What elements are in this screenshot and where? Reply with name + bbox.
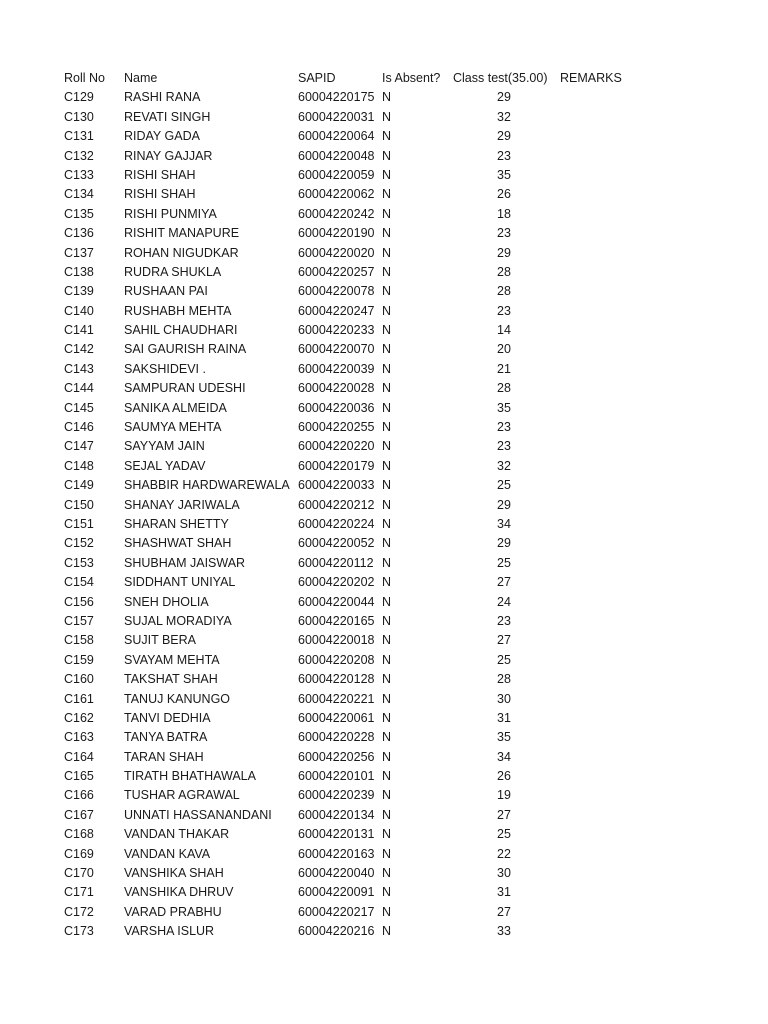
is-absent-cell: N — [382, 827, 392, 842]
class-test-cell: 23 — [497, 613, 511, 628]
table-row — [64, 786, 704, 805]
roll-no-cell: C171 — [64, 885, 94, 900]
is-absent-cell: N — [382, 924, 392, 939]
name-cell: TIRATH BHATHAWALA — [124, 769, 256, 784]
class-test-cell: 28 — [497, 381, 511, 396]
class-test-cell: 25 — [497, 555, 511, 570]
sapid-cell: 60004220062 — [298, 187, 375, 202]
class-test-cell: 35 — [497, 730, 511, 745]
name-cell: SAUMYA MEHTA — [124, 420, 222, 435]
table-row — [64, 224, 704, 243]
roll-no-cell: C168 — [64, 827, 94, 842]
table-row — [64, 263, 704, 282]
sapid-cell: 60004220224 — [298, 516, 375, 531]
is-absent-cell: N — [382, 323, 392, 338]
table-row — [64, 806, 704, 825]
sapid-cell: 60004220257 — [298, 264, 375, 279]
table-row — [64, 728, 704, 747]
roll-no-cell: C143 — [64, 361, 94, 376]
table-row — [64, 360, 704, 379]
is-absent-cell: N — [382, 672, 392, 687]
roll-no-cell: C134 — [64, 187, 94, 202]
table-row — [64, 476, 704, 495]
is-absent-cell: N — [382, 245, 392, 260]
table-row — [64, 748, 704, 767]
header-remarks: REMARKS — [560, 71, 622, 85]
roll-no-cell: C135 — [64, 206, 94, 221]
name-cell: RISHIT MANAPURE — [124, 226, 240, 241]
sapid-cell: 60004220165 — [298, 613, 375, 628]
table-row — [64, 166, 704, 185]
marks-sheet — [64, 69, 704, 942]
is-absent-cell: N — [382, 846, 392, 861]
is-absent-cell: N — [382, 439, 392, 454]
sapid-cell: 60004220128 — [298, 672, 375, 687]
header-name: Name — [124, 71, 158, 85]
class-test-cell: 27 — [497, 904, 511, 919]
name-cell: SHARAN SHETTY — [124, 516, 229, 531]
sapid-cell: 60004220059 — [298, 167, 375, 182]
name-cell: SVAYAM MEHTA — [124, 652, 220, 667]
roll-no-cell: C156 — [64, 594, 94, 609]
name-cell: UNNATI HASSANANDANI — [124, 807, 272, 822]
class-test-cell: 29 — [497, 90, 511, 105]
name-cell: RINAY GAJJAR — [124, 148, 213, 163]
roll-no-cell: C151 — [64, 516, 94, 531]
is-absent-cell: N — [382, 420, 392, 435]
roll-no-cell: C159 — [64, 652, 94, 667]
roll-no-cell: C138 — [64, 264, 94, 279]
class-test-cell: 26 — [497, 769, 511, 784]
class-test-cell: 35 — [497, 167, 511, 182]
name-cell: VANDAN THAKAR — [124, 827, 230, 842]
class-test-cell: 23 — [497, 420, 511, 435]
table-row — [64, 767, 704, 786]
roll-no-cell: C153 — [64, 555, 94, 570]
name-cell: SIDDHANT UNIYAL — [124, 575, 236, 590]
roll-no-cell: C166 — [64, 788, 94, 803]
class-test-cell: 27 — [497, 633, 511, 648]
table-row — [64, 302, 704, 321]
class-test-cell: 23 — [497, 303, 511, 318]
table-row — [64, 903, 704, 922]
table-row — [64, 883, 704, 902]
is-absent-cell: N — [382, 652, 392, 667]
sapid-cell: 60004220112 — [298, 555, 374, 570]
sapid-cell: 60004220028 — [298, 381, 375, 396]
roll-no-cell: C133 — [64, 167, 94, 182]
name-cell: VANDAN KAVA — [124, 846, 211, 861]
sapid-cell: 60004220131 — [298, 827, 375, 842]
roll-no-cell: C152 — [64, 536, 94, 551]
class-test-cell: 28 — [497, 284, 511, 299]
table-row — [64, 340, 704, 359]
name-cell: SHANAY JARIWALA — [124, 497, 240, 512]
table-body — [64, 88, 704, 941]
sapid-cell: 60004220216 — [298, 924, 375, 939]
class-test-cell: 30 — [497, 691, 511, 706]
header-class-test: Class test(35.00) — [453, 71, 548, 85]
class-test-cell: 26 — [497, 187, 511, 202]
name-cell: SAMPURAN UDESHI — [124, 381, 246, 396]
roll-no-cell: C139 — [64, 284, 94, 299]
is-absent-cell: N — [382, 788, 392, 803]
table-row — [64, 282, 704, 301]
name-cell: TANUJ KANUNGO — [124, 691, 231, 706]
roll-no-cell: C132 — [64, 148, 94, 163]
name-cell: SAI GAURISH RAINA — [124, 342, 247, 357]
class-test-cell: 28 — [497, 672, 511, 687]
table-row — [64, 418, 704, 437]
is-absent-cell: N — [382, 555, 392, 570]
roll-no-cell: C146 — [64, 420, 94, 435]
name-cell: TANYA BATRA — [124, 730, 208, 745]
name-cell: SAYYAM JAIN — [124, 439, 205, 454]
header-roll-no: Roll No — [64, 71, 105, 85]
table-row — [64, 651, 704, 670]
sapid-cell: 60004220040 — [298, 866, 375, 881]
sapid-cell: 60004220048 — [298, 148, 375, 163]
sapid-cell: 60004220247 — [298, 303, 375, 318]
is-absent-cell: N — [382, 478, 392, 493]
roll-no-cell: C145 — [64, 400, 94, 415]
table-row — [64, 593, 704, 612]
name-cell: RISHI SHAH — [124, 187, 196, 202]
class-test-cell: 31 — [497, 885, 511, 900]
class-test-cell: 20 — [497, 342, 511, 357]
sapid-cell: 60004220031 — [298, 109, 375, 124]
class-test-cell: 30 — [497, 866, 511, 881]
sapid-cell: 60004220220 — [298, 439, 375, 454]
name-cell: RISHI PUNMIYA — [124, 206, 217, 221]
sapid-cell: 60004220221 — [298, 691, 375, 706]
name-cell: SNEH DHOLIA — [124, 594, 209, 609]
class-test-cell: 28 — [497, 264, 511, 279]
roll-no-cell: C164 — [64, 749, 94, 764]
roll-no-cell: C167 — [64, 807, 94, 822]
is-absent-cell: N — [382, 807, 392, 822]
class-test-cell: 29 — [497, 129, 511, 144]
sapid-cell: 60004220091 — [298, 885, 375, 900]
sapid-cell: 60004220217 — [298, 904, 375, 919]
table-row — [64, 108, 704, 127]
table-row — [64, 922, 704, 941]
table-row — [64, 147, 704, 166]
sapid-cell: 60004220018 — [298, 633, 375, 648]
is-absent-cell: N — [382, 167, 392, 182]
table-row — [64, 244, 704, 263]
sapid-cell: 60004220228 — [298, 730, 375, 745]
table-row — [64, 534, 704, 553]
sapid-cell: 60004220033 — [298, 478, 375, 493]
is-absent-cell: N — [382, 769, 392, 784]
class-test-cell: 23 — [497, 148, 511, 163]
sapid-cell: 60004220202 — [298, 575, 375, 590]
class-test-cell: 22 — [497, 846, 511, 861]
is-absent-cell: N — [382, 148, 392, 163]
is-absent-cell: N — [382, 516, 392, 531]
roll-no-cell: C161 — [64, 691, 94, 706]
name-cell: RUSHABH MEHTA — [124, 303, 232, 318]
sapid-cell: 60004220233 — [298, 323, 375, 338]
table-row — [64, 573, 704, 592]
name-cell: VANSHIKA DHRUV — [124, 885, 234, 900]
header-is-absent: Is Absent? — [382, 71, 441, 85]
class-test-cell: 23 — [497, 439, 511, 454]
is-absent-cell: N — [382, 381, 392, 396]
roll-no-cell: C147 — [64, 439, 94, 454]
class-test-cell: 18 — [497, 206, 511, 221]
name-cell: TUSHAR AGRAWAL — [124, 788, 240, 803]
roll-no-cell: C173 — [64, 924, 94, 939]
is-absent-cell: N — [382, 400, 392, 415]
is-absent-cell: N — [382, 749, 392, 764]
name-cell: SHABBIR HARDWAREWALA — [124, 478, 290, 493]
name-cell: SUJAL MORADIYA — [124, 613, 232, 628]
roll-no-cell: C149 — [64, 478, 94, 493]
sapid-cell: 60004220020 — [298, 245, 375, 260]
name-cell: RASHI RANA — [124, 90, 201, 105]
is-absent-cell: N — [382, 730, 392, 745]
sapid-cell: 60004220070 — [298, 342, 375, 357]
is-absent-cell: N — [382, 904, 392, 919]
table-row — [64, 437, 704, 456]
name-cell: SAHIL CHAUDHARI — [124, 323, 238, 338]
class-test-cell: 33 — [497, 924, 511, 939]
table-row — [64, 88, 704, 107]
name-cell: ROHAN NIGUDKAR — [124, 245, 239, 260]
table-row — [64, 825, 704, 844]
is-absent-cell: N — [382, 129, 392, 144]
sapid-cell: 60004220134 — [298, 807, 375, 822]
roll-no-cell: C169 — [64, 846, 94, 861]
class-test-cell: 32 — [497, 109, 511, 124]
sapid-cell: 60004220242 — [298, 206, 375, 221]
is-absent-cell: N — [382, 206, 392, 221]
is-absent-cell: N — [382, 536, 392, 551]
sapid-cell: 60004220239 — [298, 788, 375, 803]
roll-no-cell: C130 — [64, 109, 94, 124]
table-row — [64, 379, 704, 398]
table-row — [64, 496, 704, 515]
name-cell: SUJIT BERA — [124, 633, 197, 648]
class-test-cell: 27 — [497, 807, 511, 822]
roll-no-cell: C144 — [64, 381, 94, 396]
name-cell: VARSHA ISLUR — [124, 924, 215, 939]
sapid-cell: 60004220208 — [298, 652, 375, 667]
table-row — [64, 457, 704, 476]
class-test-cell: 29 — [497, 536, 511, 551]
table-row — [64, 321, 704, 340]
class-test-cell: 21 — [497, 361, 511, 376]
roll-no-cell: C141 — [64, 323, 94, 338]
is-absent-cell: N — [382, 497, 392, 512]
class-test-cell: 32 — [497, 458, 511, 473]
roll-no-cell: C165 — [64, 769, 94, 784]
class-test-cell: 35 — [497, 400, 511, 415]
sapid-cell: 60004220255 — [298, 420, 375, 435]
sapid-cell: 60004220101 — [298, 769, 375, 784]
table-row — [64, 670, 704, 689]
class-test-cell: 14 — [497, 323, 511, 338]
roll-no-cell: C131 — [64, 129, 94, 144]
header-row — [64, 69, 704, 88]
class-test-cell: 31 — [497, 710, 511, 725]
name-cell: TAKSHAT SHAH — [124, 672, 218, 687]
class-test-cell: 24 — [497, 594, 511, 609]
header-sapid: SAPID — [298, 71, 336, 85]
is-absent-cell: N — [382, 866, 392, 881]
is-absent-cell: N — [382, 187, 392, 202]
name-cell: SANIKA ALMEIDA — [124, 400, 227, 415]
roll-no-cell: C157 — [64, 613, 94, 628]
is-absent-cell: N — [382, 575, 392, 590]
sapid-cell: 60004220061 — [298, 710, 375, 725]
roll-no-cell: C172 — [64, 904, 94, 919]
class-test-cell: 25 — [497, 652, 511, 667]
name-cell: SHUBHAM JAISWAR — [124, 555, 246, 570]
name-cell: SHASHWAT SHAH — [124, 536, 232, 551]
class-test-cell: 34 — [497, 516, 511, 531]
name-cell: REVATI SINGH — [124, 109, 211, 124]
class-test-cell: 23 — [497, 226, 511, 241]
name-cell: SAKSHIDEVI . — [124, 361, 206, 376]
table-row — [64, 709, 704, 728]
class-test-cell: 29 — [497, 497, 511, 512]
sapid-cell: 60004220036 — [298, 400, 375, 415]
is-absent-cell: N — [382, 458, 392, 473]
name-cell: RISHI SHAH — [124, 167, 196, 182]
roll-no-cell: C160 — [64, 672, 94, 687]
roll-no-cell: C136 — [64, 226, 94, 241]
roll-no-cell: C170 — [64, 866, 94, 881]
roll-no-cell: C162 — [64, 710, 94, 725]
is-absent-cell: N — [382, 613, 392, 628]
roll-no-cell: C142 — [64, 342, 94, 357]
is-absent-cell: N — [382, 303, 392, 318]
sapid-cell: 60004220190 — [298, 226, 375, 241]
sapid-cell: 60004220052 — [298, 536, 375, 551]
table-row — [64, 205, 704, 224]
table-row — [64, 515, 704, 534]
sapid-cell: 60004220044 — [298, 594, 375, 609]
is-absent-cell: N — [382, 594, 392, 609]
name-cell: TARAN SHAH — [124, 749, 204, 764]
is-absent-cell: N — [382, 710, 392, 725]
table-row — [64, 185, 704, 204]
roll-no-cell: C129 — [64, 90, 94, 105]
is-absent-cell: N — [382, 342, 392, 357]
class-test-cell: 19 — [497, 788, 511, 803]
sapid-cell: 60004220064 — [298, 129, 375, 144]
is-absent-cell: N — [382, 885, 392, 900]
roll-no-cell: C140 — [64, 303, 94, 318]
is-absent-cell: N — [382, 284, 392, 299]
class-test-cell: 25 — [497, 478, 511, 493]
table-row — [64, 554, 704, 573]
roll-no-cell: C154 — [64, 575, 94, 590]
roll-no-cell: C150 — [64, 497, 94, 512]
name-cell: SEJAL YADAV — [124, 458, 206, 473]
is-absent-cell: N — [382, 109, 392, 124]
sapid-cell: 60004220256 — [298, 749, 375, 764]
is-absent-cell: N — [382, 361, 392, 376]
roll-no-cell: C148 — [64, 458, 94, 473]
table-row — [64, 690, 704, 709]
is-absent-cell: N — [382, 90, 392, 105]
is-absent-cell: N — [382, 633, 392, 648]
roll-no-cell: C163 — [64, 730, 94, 745]
name-cell: TANVI DEDHIA — [124, 710, 211, 725]
table-row — [64, 631, 704, 650]
table-row — [64, 399, 704, 418]
is-absent-cell: N — [382, 264, 392, 279]
sapid-cell: 60004220078 — [298, 284, 375, 299]
name-cell: VARAD PRABHU — [124, 904, 222, 919]
roll-no-cell: C158 — [64, 633, 94, 648]
table-row — [64, 127, 704, 146]
sapid-cell: 60004220163 — [298, 846, 375, 861]
name-cell: RIDAY GADA — [124, 129, 200, 144]
table-row — [64, 845, 704, 864]
is-absent-cell: N — [382, 226, 392, 241]
sapid-cell: 60004220039 — [298, 361, 375, 376]
sapid-cell: 60004220179 — [298, 458, 375, 473]
table-row — [64, 864, 704, 883]
roll-no-cell: C137 — [64, 245, 94, 260]
class-test-cell: 34 — [497, 749, 511, 764]
class-test-cell: 25 — [497, 827, 511, 842]
table-row — [64, 612, 704, 631]
name-cell: VANSHIKA SHAH — [124, 866, 224, 881]
sapid-cell: 60004220212 — [298, 497, 375, 512]
is-absent-cell: N — [382, 691, 392, 706]
class-test-cell: 29 — [497, 245, 511, 260]
name-cell: RUSHAAN PAI — [124, 284, 208, 299]
class-test-cell: 27 — [497, 575, 511, 590]
name-cell: RUDRA SHUKLA — [124, 264, 222, 279]
sapid-cell: 60004220175 — [298, 90, 375, 105]
